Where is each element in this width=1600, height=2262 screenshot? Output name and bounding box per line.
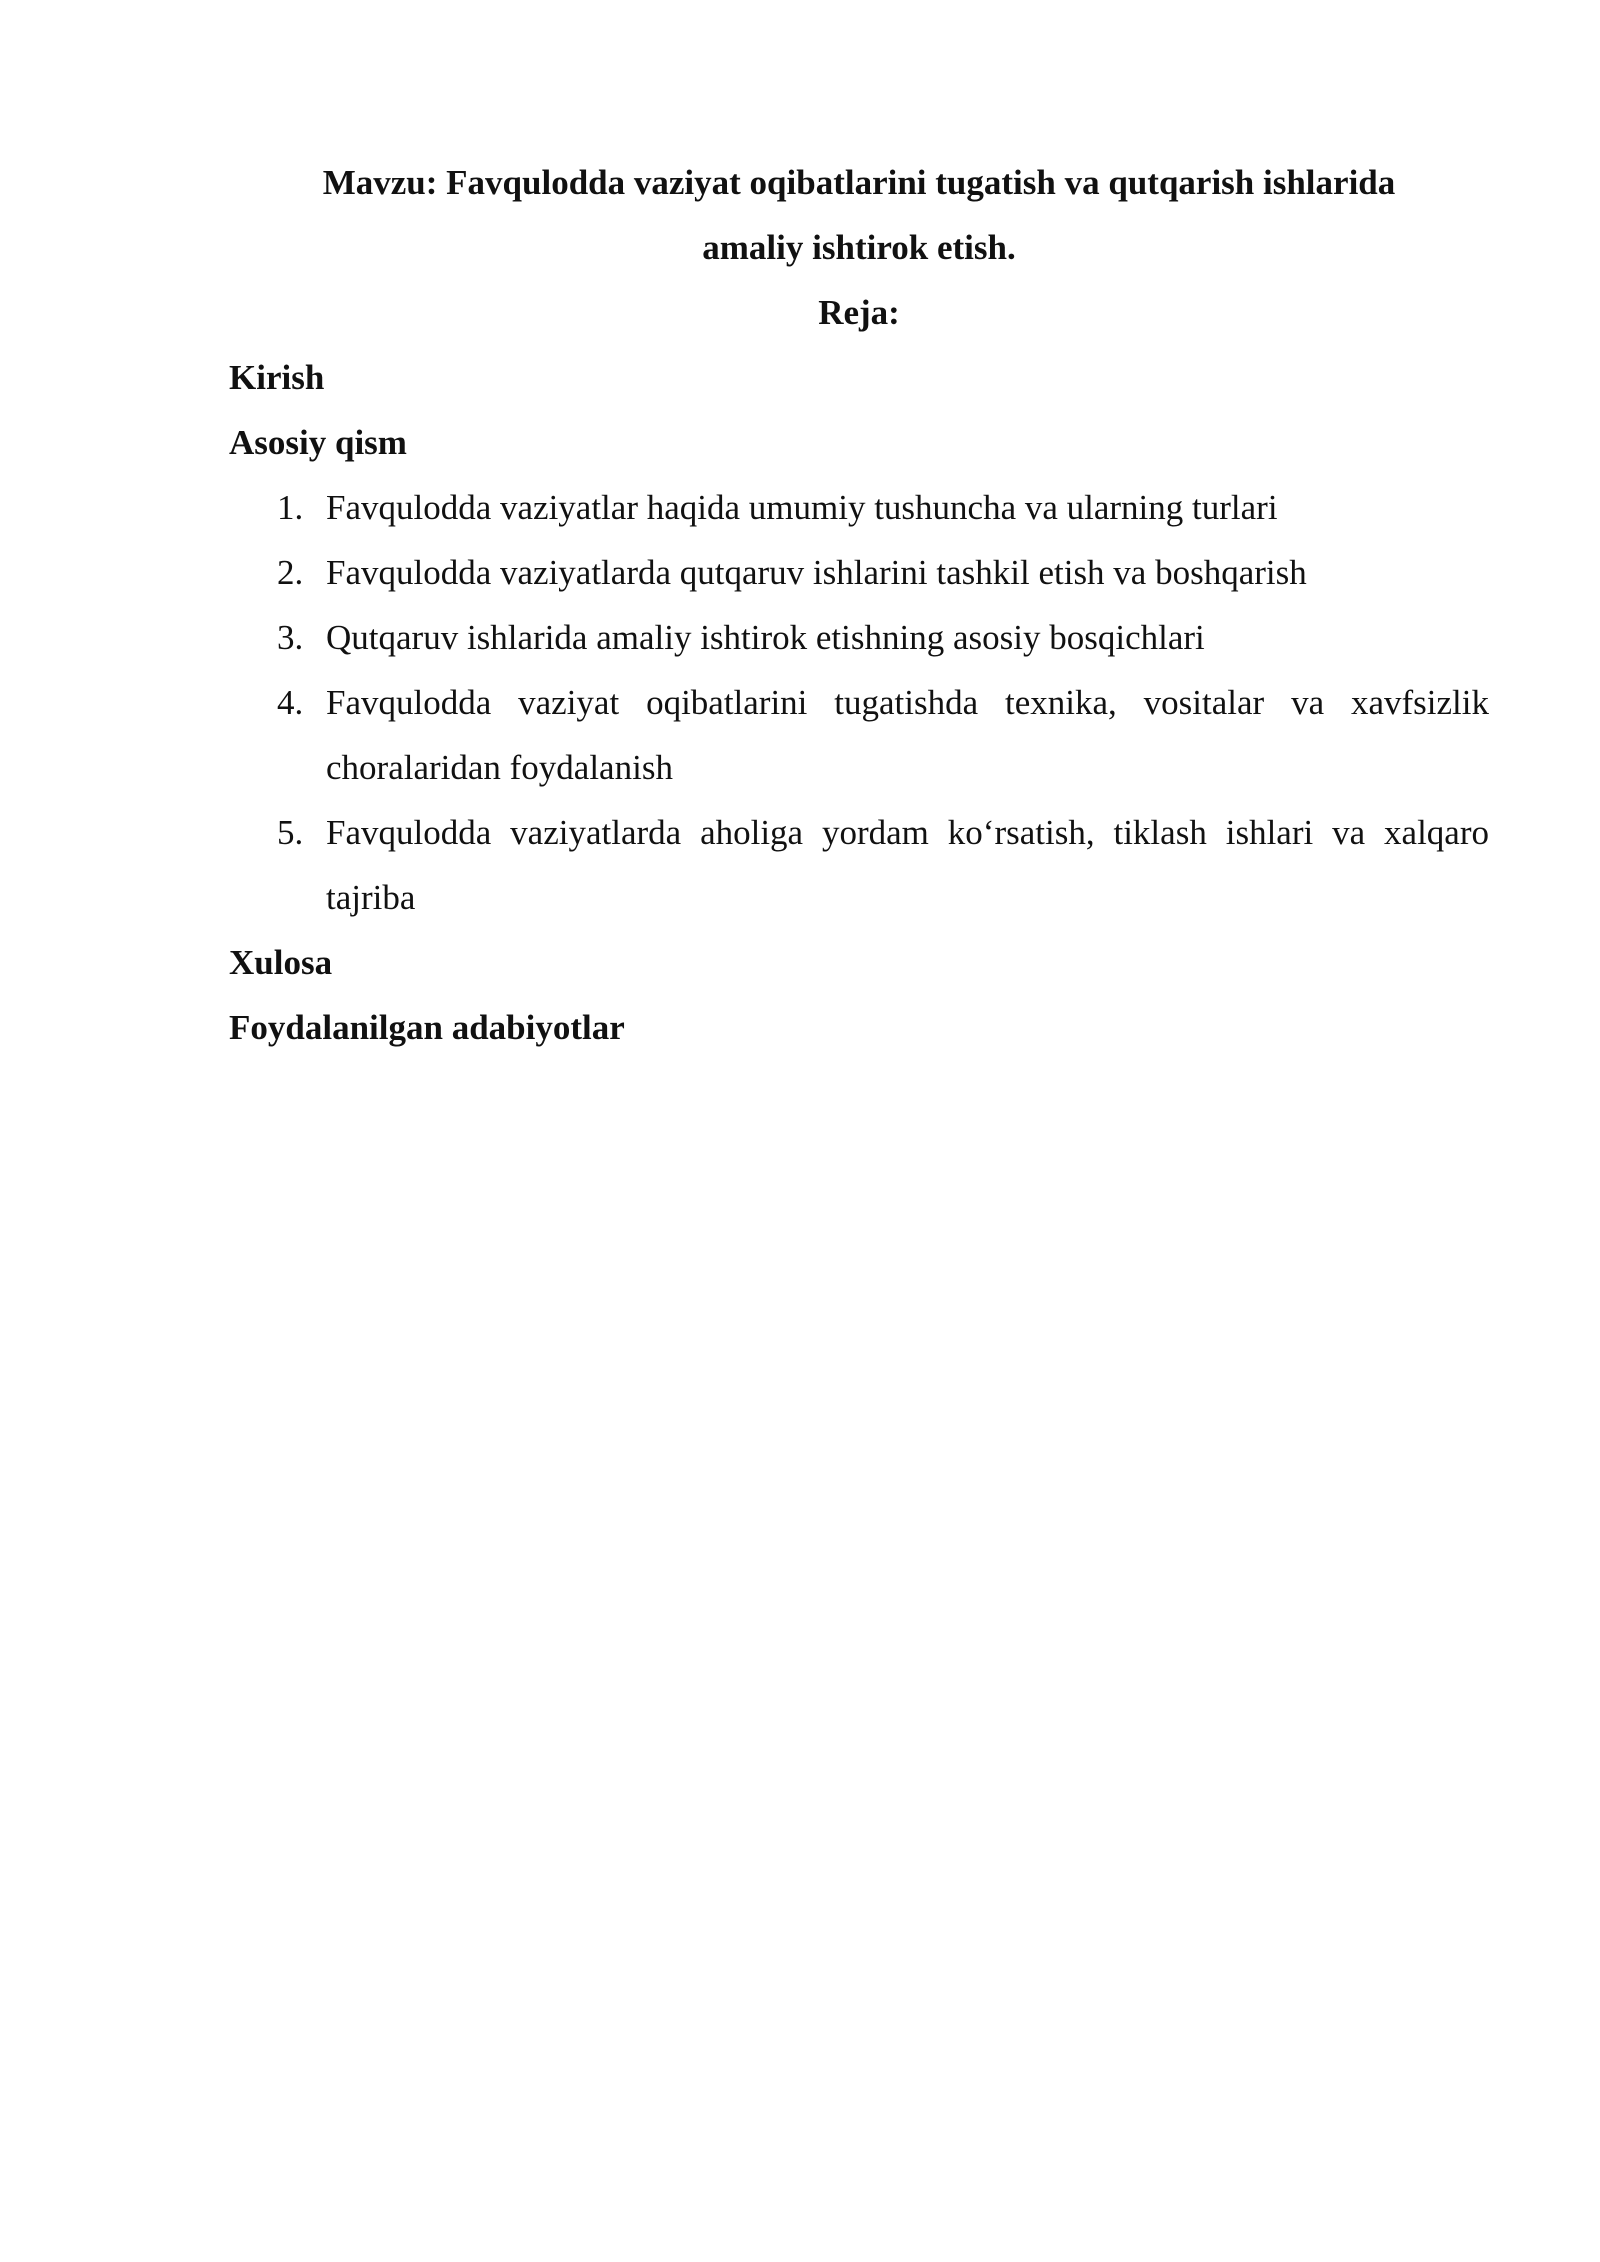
section-conclusion: Xulosa [229, 943, 333, 982]
list-item-number: 2. [277, 553, 304, 592]
title-line-2: amaliy ishtirok etish. [702, 228, 1016, 267]
list-item-text: Favqulodda vaziyatlar haqida umumiy tushuncha va ularning turlari [326, 488, 1278, 527]
list-item-number: 1. [277, 488, 304, 527]
list-item-number: 5. [277, 813, 304, 852]
section-intro: Kirish [229, 358, 325, 397]
title-line-1: Mavzu: Favqulodda vaziyat oqibatlarini tugatish va qutqarish ishlarida [322, 163, 1396, 202]
list-item-number: 4. [277, 683, 304, 722]
list-item [229, 475, 1489, 540]
list-item-number: 3. [277, 618, 304, 657]
list-item [229, 540, 1489, 605]
plan-list [229, 475, 1489, 930]
list-item-text: Favqulodda vaziyat oqibatlarini tugatishda texnika, vositalar va xavfsizlik choralaridan foydalanish [326, 683, 1489, 787]
plan-heading: Reja: [818, 293, 900, 332]
section-main-part: Asosiy qism [229, 423, 407, 462]
list-item [229, 800, 1489, 930]
list-item [229, 605, 1489, 670]
section-references: Foydalanilgan adabiyotlar [229, 1008, 625, 1047]
list-item-text: Favqulodda vaziyatlarda qutqaruv ishlarini tashkil etish va boshqarish [326, 553, 1307, 592]
document-content [229, 150, 1489, 1060]
document-title [229, 150, 1489, 280]
list-item-text: Favqulodda vaziyatlarda aholiga yordam koʻrsatish, tiklash ishlari va xalqaro tajriba [326, 813, 1489, 917]
list-item [229, 670, 1489, 800]
list-item-text: Qutqaruv ishlarida amaliy ishtirok etishning asosiy bosqichlari [326, 618, 1205, 657]
